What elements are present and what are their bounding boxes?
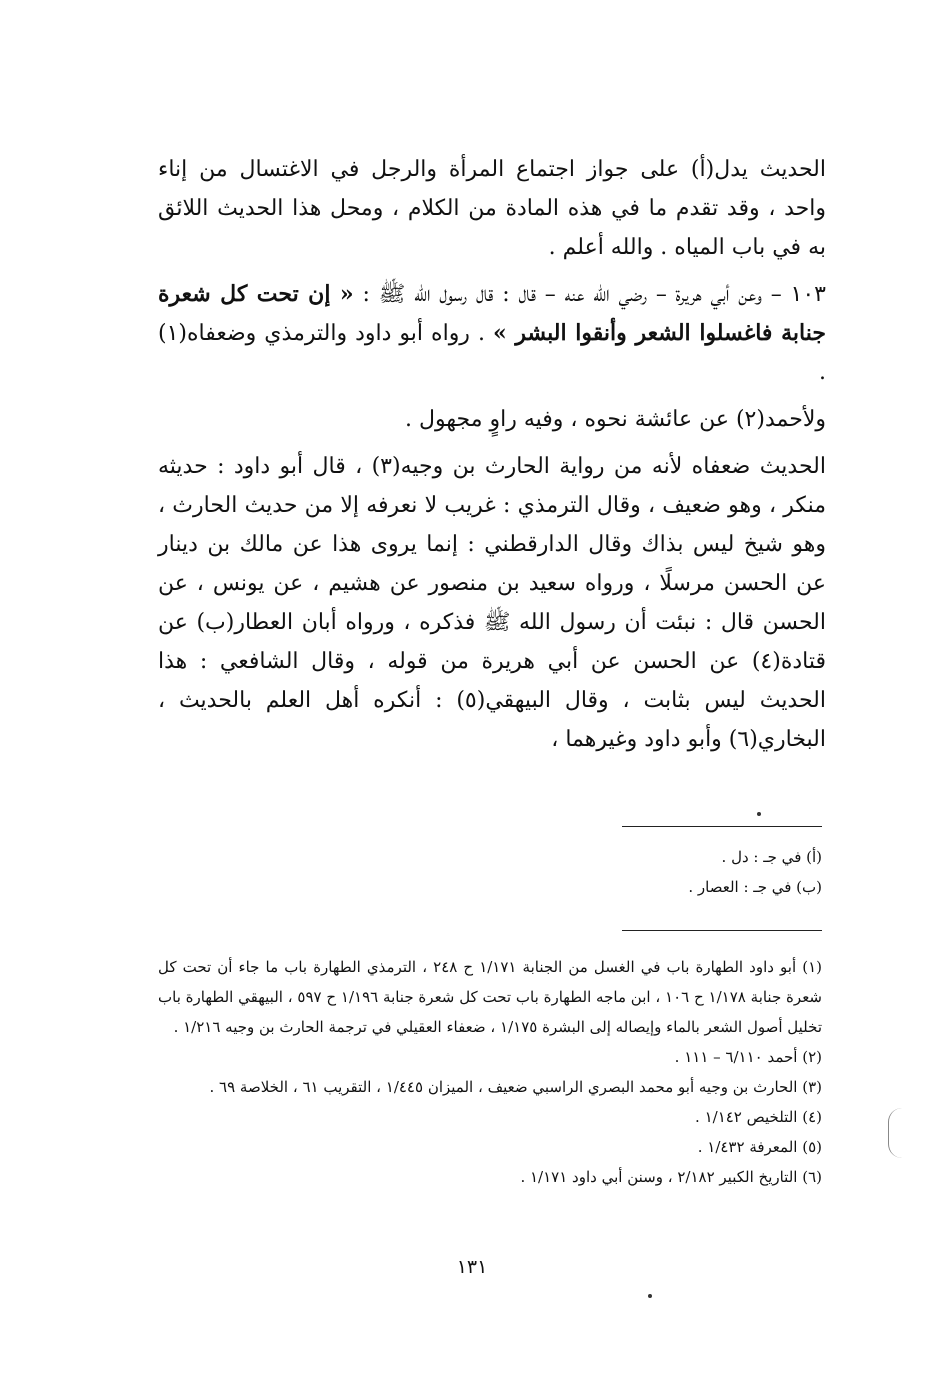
- paragraph-4: الحديث ضعفاه لأنه من رواية الحارث بن وجيه(٣) ، قال أبو داود : حديثه منكر ، وهو ضعيف ، وقال الترمذي : غريب لا نعرفه إلا من حديث الحارث ، وهو شيخ ليس بذاك وقال الدارقطني : إنما يروى هذا عن مالك بن دينار عن الحسن مرسلًا ، ورواه سعيد بن منصور عن هشيم ، عن يونس ، عن الحسن قال : نبئت أن رسول الله ﷺ فذكره ، ورواه أبان العطار(ب) عن قتادة(٤) عن الحسن عن أبي هريرة من قوله ، وقال الشافعي : هذا الحديث ليس بثابت ، وقال البيهقي(٥) : أنكره أهل العلم بالحديث ، البخاري(٦) وأبو داود وغيرهما ،: [158, 454, 827, 752]
- paragraph-1: الحديث يدل(أ) على جواز اجتماع المرأة والرجل في الاغتسال من إناء واحد ، وقد تقدم ما في هذه المادة من الكلام ، ومحل هذا الحديث اللائق به في باب المياه . والله أعلم .: [158, 157, 827, 260]
- footnote: (٤) التلخيص ١/١٤٢ .: [695, 1108, 822, 1126]
- page-number: ١٣١: [456, 1256, 488, 1278]
- variant-note: (ب) في جـ : العصار .: [688, 878, 822, 896]
- hadith-text: « إن تحت كل شعرة جنابة فاغسلوا الشعر وأنقوا البشر »: [158, 281, 826, 346]
- hadith-intro: ١٠٣ – وعن أبي هريرة – رضي الله عنه – قال : قال رسول الله ﷺ :: [353, 282, 826, 307]
- footnote: (٦) التاريخ الكبير ٢/١٨٢ ، وسنن أبي داود ١/١٧١ .: [520, 1168, 822, 1186]
- speck: [648, 1294, 652, 1298]
- footnote: (٥) المعرفة ١/٤٣٢ .: [697, 1138, 822, 1156]
- hadith-source: . رواه أبو داود والترمذي وضعفاه(١) .: [158, 321, 826, 385]
- footnote: (٣) الحارث بن وجيه أبو محمد البصري الراسبي ضعيف ، الميزان ١/٤٤٥ ، التقريب ٦١ ، الخلاصة ٦٩ .: [209, 1078, 822, 1096]
- footnote: (١) أبو داود الطهارة باب في الغسل من الجنابة ١/١٧١ ح ٢٤٨ ، الترمذي الطهارة باب ما جاء أن تحت كل شعرة جنابة ١/١٧٨ ح ١٠٦ ، ابن ماجه الطهارة باب تحت كل شعرة جنابة ١/١٩٦ ح ٥٩٧ ، البيهقي الطهارة باب تخليل أصول الشعر بالماء وإيصاله إلى البشرة ١/١٧٥ ، ضعفاء العقيلي في ترجمة الحارث بن وجيه ١/٢١٦ .: [158, 958, 823, 1036]
- paragraph-2: [158, 275, 826, 392]
- speck: [757, 812, 761, 816]
- margin-mark: [888, 1108, 903, 1158]
- footnotes-divider: [622, 930, 822, 931]
- footnote: (٢) أحمد ٦/١١٠ – ١١١ .: [674, 1048, 822, 1066]
- footnotes: [158, 952, 822, 1192]
- paragraph-3: ولأحمد(٢) عن عائشة نحوه ، وفيه راوٍ مجهول .: [405, 407, 826, 432]
- variant-notes: [300, 842, 822, 902]
- main-text: [158, 150, 826, 767]
- variants-divider: [622, 826, 822, 827]
- variant-note: (أ) في جـ : دل .: [721, 848, 822, 866]
